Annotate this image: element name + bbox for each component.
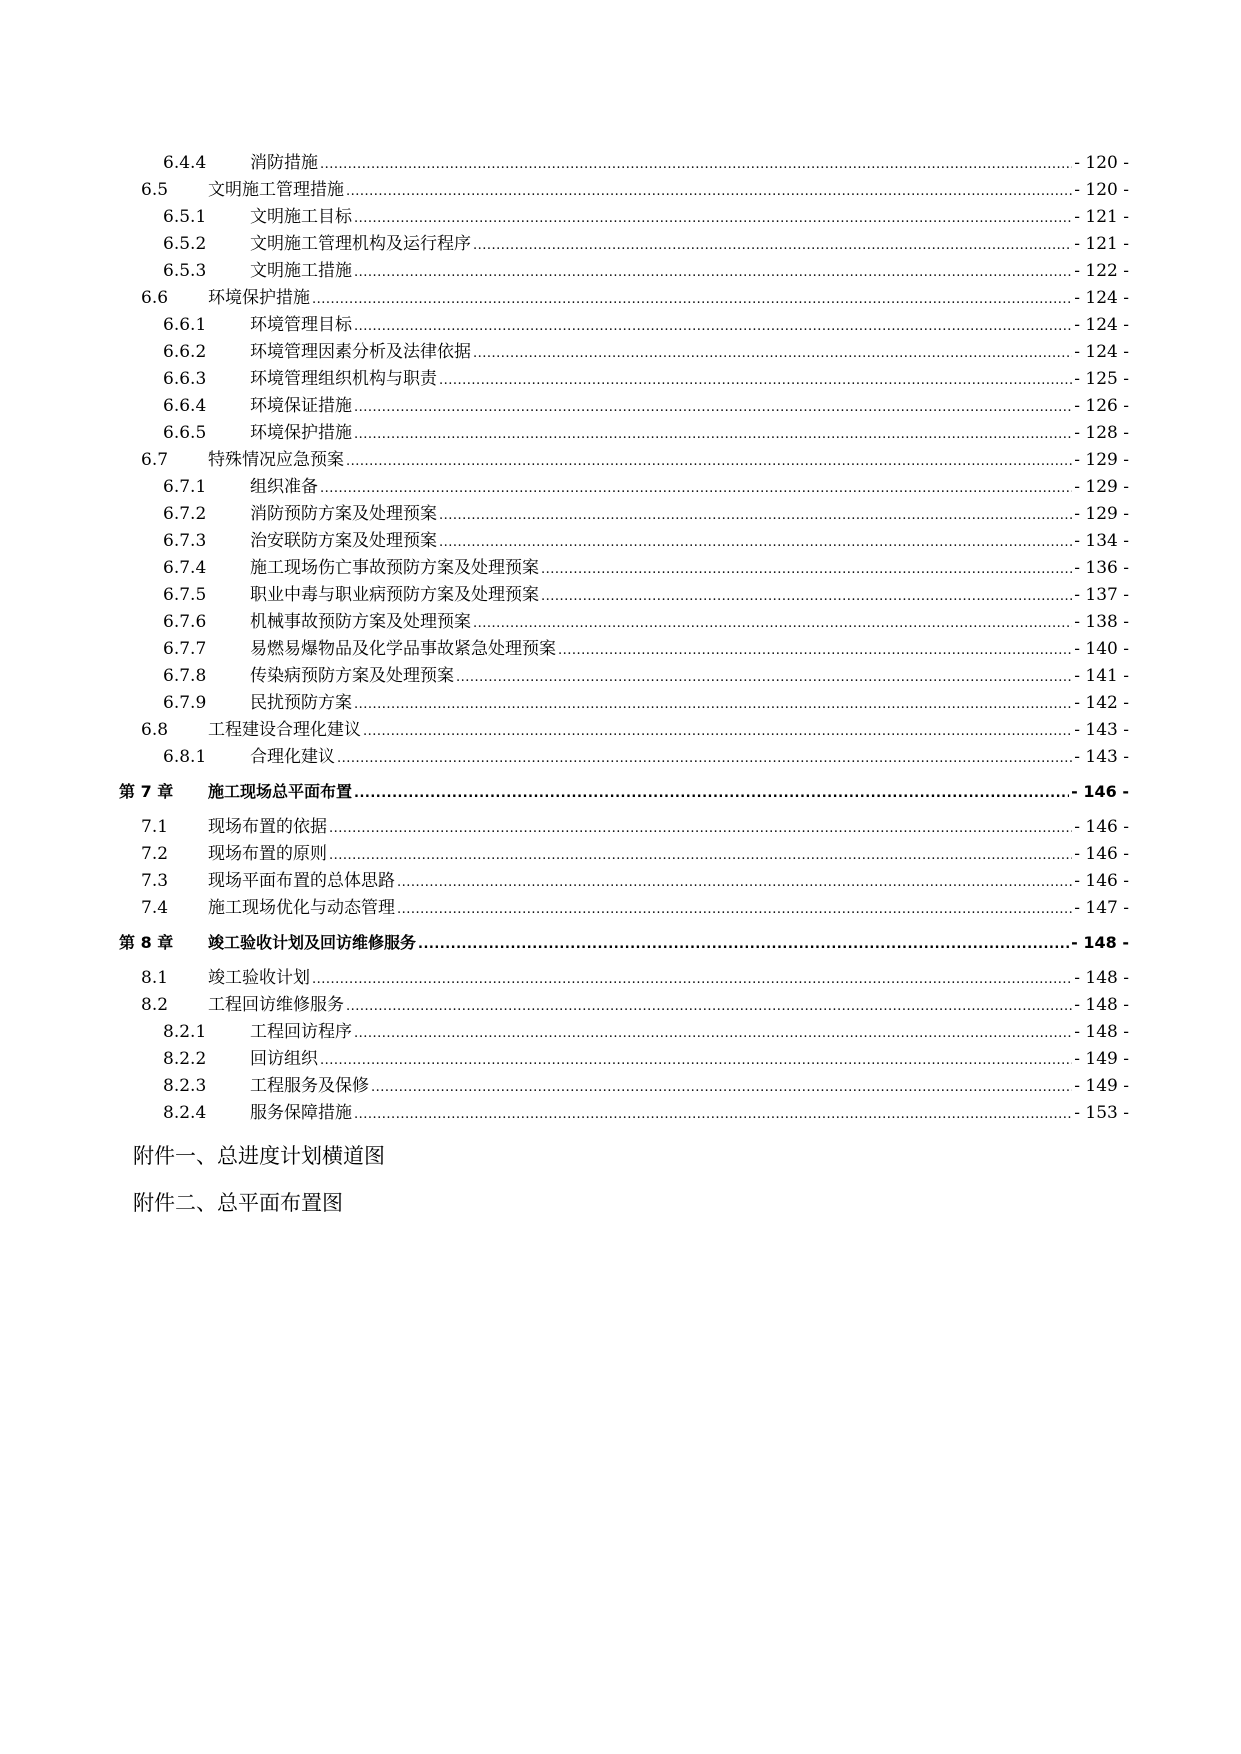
toc-entry-page-number: - 146 - (1069, 778, 1129, 805)
toc-entry[interactable] (0, 420, 1241, 447)
toc-entry-number: 6.4.4 (163, 153, 207, 173)
toc-entry-number: 第 7 章 (119, 782, 174, 801)
toc-leader-dots (473, 610, 1121, 637)
toc-entry[interactable] (0, 1100, 1241, 1127)
toc-leader-dots (346, 448, 1121, 475)
toc-entry-title: 竣工验收计划 (208, 968, 310, 988)
toc-entry-page-number: - 141 - (1072, 663, 1129, 690)
toc-entry[interactable] (0, 339, 1241, 366)
toc-leader-dots (371, 1074, 1121, 1101)
toc-entry-page-number: - 121 - (1072, 231, 1129, 258)
toc-entry-number: 6.6.2 (163, 342, 207, 362)
toc-leader-dots (363, 718, 1121, 745)
toc-entry-title: 回访组织 (250, 1049, 318, 1069)
toc-entry-title-line (208, 717, 1121, 745)
toc-entry-page-number: - 149 - (1072, 1046, 1129, 1073)
toc-entry-title-line (250, 528, 1121, 556)
toc-entry-number: 6.6.3 (163, 369, 207, 389)
toc-entry-number: 第 8 章 (119, 933, 174, 952)
toc-entry-title: 环境保护措施 (250, 423, 352, 443)
toc-leader-dots (456, 664, 1121, 691)
toc-entry-number: 6.6.5 (163, 423, 207, 443)
toc-entry-page-number: - 125 - (1072, 366, 1129, 393)
toc-entry-page-number: - 120 - (1072, 177, 1129, 204)
toc-entry-title-line (208, 841, 1121, 869)
toc-leader-dots (320, 1047, 1121, 1074)
toc-leader-dots (558, 637, 1121, 664)
toc-entry-title-line (250, 231, 1121, 259)
toc-entry-number: 6.7 (141, 450, 169, 470)
toc-leader-dots (329, 815, 1121, 842)
toc-entry-title-line (250, 366, 1121, 394)
toc-entry-title-line (250, 1046, 1121, 1074)
toc-entry[interactable] (0, 690, 1241, 717)
toc-entry-number: 6.6.1 (163, 315, 207, 335)
toc-entry-title: 消防预防方案及处理预案 (250, 504, 437, 524)
toc-entry-page-number: - 143 - (1072, 717, 1129, 744)
toc-entry-page-number: - 134 - (1072, 528, 1129, 555)
toc-entry-number: 6.5.1 (163, 207, 207, 227)
toc-entry-title: 文明施工目标 (250, 207, 352, 227)
toc-entry-page-number: - 147 - (1072, 895, 1129, 922)
toc-entry-title: 消防措施 (250, 153, 318, 173)
toc-entry-number: 6.8 (141, 720, 169, 740)
toc-entry-title-line (208, 895, 1121, 923)
toc-entry-title-line (250, 501, 1121, 529)
toc-entry-page-number: - 148 - (1072, 1019, 1129, 1046)
toc-entry-title-line (208, 285, 1121, 313)
toc-entry-number: 6.6 (141, 288, 169, 308)
toc-entry[interactable] (0, 609, 1241, 636)
toc-chapter-entry[interactable] (0, 929, 1241, 956)
toc-entry-title: 工程回访程序 (250, 1022, 352, 1042)
toc-entry-page-number: - 136 - (1072, 555, 1129, 582)
toc-entry[interactable] (0, 150, 1241, 177)
toc-entry-title: 组织准备 (250, 477, 318, 497)
toc-entry-title-line (250, 1073, 1121, 1101)
toc-leader-dots (354, 421, 1121, 448)
toc-entry[interactable] (0, 663, 1241, 690)
toc-entry-page-number: - 153 - (1072, 1100, 1129, 1127)
toc-entry-title-line (208, 992, 1121, 1020)
toc-entry-page-number: - 148 - (1069, 929, 1129, 956)
toc-entry-number: 8.2.1 (163, 1022, 207, 1042)
toc-entry[interactable] (0, 965, 1241, 992)
toc-entry-page-number: - 143 - (1072, 744, 1129, 771)
toc-leader-dots (397, 896, 1121, 923)
toc-entry[interactable] (0, 1073, 1241, 1100)
toc-entry[interactable] (0, 393, 1241, 420)
toc-entry-title: 现场布置的原则 (208, 844, 327, 864)
toc-leader-dots (354, 1020, 1121, 1047)
toc-entry[interactable] (0, 258, 1241, 285)
toc-entry-title: 易燃易爆物品及化学品事故紧急处理预案 (250, 639, 556, 659)
toc-entry-number: 8.2.2 (163, 1049, 207, 1069)
toc-entry[interactable] (0, 501, 1241, 528)
toc-entry-title: 环境管理因素分析及法律依据 (250, 342, 471, 362)
toc-entry-number: 8.2.4 (163, 1103, 207, 1123)
toc-entry-number: 6.7.1 (163, 477, 207, 497)
toc-entry-title: 传染病预防方案及处理预案 (250, 666, 454, 686)
toc-entry[interactable] (0, 717, 1241, 744)
toc-entry-title: 民扰预防方案 (250, 693, 352, 713)
toc-entry-title-line (208, 929, 1121, 958)
toc-entry-title: 现场平面布置的总体思路 (208, 871, 395, 891)
toc-entry-title-line (250, 204, 1121, 232)
toc-leader-dots (320, 151, 1121, 178)
toc-entry-title-line (208, 778, 1121, 807)
toc-entry-title: 工程回访维修服务 (208, 995, 344, 1015)
toc-entry-number: 6.7.4 (163, 558, 207, 578)
toc-leader-dots (337, 745, 1121, 772)
toc-entry-title: 文明施工措施 (250, 261, 352, 281)
toc-leader-dots (439, 529, 1121, 556)
toc-entry-title-line (250, 393, 1121, 421)
toc-entry-number: 7.2 (141, 844, 169, 864)
toc-entry-title-line (250, 663, 1121, 691)
toc-entry-title-line (250, 636, 1121, 664)
toc-leader-dots (397, 869, 1121, 896)
toc-entry-title: 职业中毒与职业病预防方案及处理预案 (250, 585, 539, 605)
toc-entry-title: 文明施工管理机构及运行程序 (250, 234, 471, 254)
toc-entry-number: 6.7.2 (163, 504, 207, 524)
toc-leader-dots (418, 931, 1121, 958)
toc-entry-page-number: - 146 - (1072, 841, 1129, 868)
toc-entry-title-line (250, 1100, 1121, 1128)
toc-entry-number: 6.8.1 (163, 747, 207, 767)
toc-entry-title: 工程服务及保修 (250, 1076, 369, 1096)
toc-entry-page-number: - 149 - (1072, 1073, 1129, 1100)
toc-leader-dots (473, 232, 1121, 259)
toc-entry-title-line (250, 258, 1121, 286)
toc-entry-title: 机械事故预防方案及处理预案 (250, 612, 471, 632)
toc-entry-page-number: - 124 - (1072, 312, 1129, 339)
toc-entry-title-line (250, 582, 1121, 610)
toc-entry[interactable] (0, 555, 1241, 582)
toc-entry[interactable] (0, 231, 1241, 258)
toc-entry-page-number: - 137 - (1072, 582, 1129, 609)
toc-entry[interactable] (0, 312, 1241, 339)
toc-entry[interactable] (0, 744, 1241, 771)
toc-entry-number: 8.1 (141, 968, 169, 988)
toc-leader-dots (354, 394, 1121, 421)
toc-entry[interactable] (0, 582, 1241, 609)
toc-entry-number: 6.7.9 (163, 693, 207, 713)
toc-entry[interactable] (0, 177, 1241, 204)
toc-entry-title: 特殊情况应急预案 (208, 450, 344, 470)
toc-entry-title-line (250, 312, 1121, 340)
toc-entry[interactable] (0, 992, 1241, 1019)
toc-entry-page-number: - 146 - (1072, 868, 1129, 895)
toc-entry-title: 施工现场优化与动态管理 (208, 898, 395, 918)
toc-leader-dots (541, 556, 1121, 583)
toc-entry-number: 7.4 (141, 898, 169, 918)
toc-entry-number: 6.7.3 (163, 531, 207, 551)
toc-entry-number: 6.7.8 (163, 666, 207, 686)
toc-entry-title-line (208, 868, 1121, 896)
toc-entry-page-number: - 148 - (1072, 965, 1129, 992)
toc-entry-number: 6.5.2 (163, 234, 207, 254)
toc-entry-title: 竣工验收计划及回访维修服务 (208, 933, 417, 952)
toc-entry-page-number: - 129 - (1072, 501, 1129, 528)
toc-entry-number: 8.2.3 (163, 1076, 207, 1096)
toc-entry-number: 6.5 (141, 180, 169, 200)
toc-entry-title-line (250, 474, 1121, 502)
toc-entry-number: 7.3 (141, 871, 169, 891)
toc-entry[interactable] (0, 1019, 1241, 1046)
toc-leader-dots (439, 367, 1121, 394)
toc-entry[interactable] (0, 366, 1241, 393)
toc-leader-dots (312, 286, 1121, 313)
toc-entry-number: 7.1 (141, 817, 169, 837)
toc-leader-dots (329, 842, 1121, 869)
toc-entry[interactable] (0, 474, 1241, 501)
toc-leader-dots (473, 340, 1121, 367)
toc-leader-dots (354, 691, 1121, 718)
toc-entry[interactable] (0, 895, 1241, 922)
table-of-contents (0, 150, 1241, 1127)
toc-entry-page-number: - 126 - (1072, 393, 1129, 420)
toc-entry[interactable] (0, 636, 1241, 663)
toc-entry-title: 现场布置的依据 (208, 817, 327, 837)
toc-entry-page-number: - 128 - (1072, 420, 1129, 447)
toc-entry-title: 合理化建议 (250, 747, 335, 767)
toc-entry-title: 文明施工管理措施 (208, 180, 344, 200)
toc-entry-page-number: - 129 - (1072, 447, 1129, 474)
toc-entry-page-number: - 120 - (1072, 150, 1129, 177)
toc-entry-page-number: - 124 - (1072, 285, 1129, 312)
toc-entry-title: 治安联防方案及处理预案 (250, 531, 437, 551)
toc-leader-dots (439, 502, 1121, 529)
toc-entry-title-line (250, 609, 1121, 637)
toc-entry-title-line (250, 744, 1121, 772)
toc-entry[interactable] (0, 841, 1241, 868)
toc-chapter-entry[interactable] (0, 778, 1241, 805)
toc-entry-page-number: - 138 - (1072, 609, 1129, 636)
toc-leader-dots (354, 780, 1121, 807)
toc-entry-number: 6.7.6 (163, 612, 207, 632)
toc-entry-title: 服务保障措施 (250, 1103, 352, 1123)
toc-entry-title: 环境管理组织机构与职责 (250, 369, 437, 389)
toc-leader-dots (346, 993, 1121, 1020)
toc-entry-title: 环境管理目标 (250, 315, 352, 335)
toc-entry-number: 6.5.3 (163, 261, 207, 281)
toc-leader-dots (354, 313, 1121, 340)
toc-entry[interactable] (0, 285, 1241, 312)
toc-entry-title-line (250, 1019, 1121, 1047)
toc-leader-dots (541, 583, 1121, 610)
toc-entry-number: 6.7.5 (163, 585, 207, 605)
toc-entry[interactable] (0, 1046, 1241, 1073)
toc-entry-page-number: - 140 - (1072, 636, 1129, 663)
toc-entry-title-line (208, 447, 1121, 475)
toc-entry-page-number: - 142 - (1072, 690, 1129, 717)
toc-leader-dots (312, 966, 1121, 993)
toc-entry-number: 6.7.7 (163, 639, 207, 659)
toc-leader-dots (354, 259, 1121, 286)
toc-leader-dots (354, 1101, 1121, 1128)
toc-entry-title-line (208, 814, 1121, 842)
toc-entry-title: 环境保护措施 (208, 288, 310, 308)
toc-entry-page-number: - 146 - (1072, 814, 1129, 841)
toc-entry-page-number: - 124 - (1072, 339, 1129, 366)
toc-entry-title-line (250, 339, 1121, 367)
toc-leader-dots (354, 205, 1121, 232)
toc-entry-number: 8.2 (141, 995, 169, 1015)
toc-entry-title: 施工现场总平面布置 (208, 782, 353, 801)
toc-entry-title: 环境保证措施 (250, 396, 352, 416)
toc-entry[interactable] (0, 528, 1241, 555)
toc-entry-title-line (250, 420, 1121, 448)
toc-entry-page-number: - 148 - (1072, 992, 1129, 1019)
toc-entry-title-line (250, 690, 1121, 718)
toc-entry-title-line (208, 177, 1121, 205)
toc-leader-dots (320, 475, 1121, 502)
toc-entry[interactable] (0, 814, 1241, 841)
toc-entry-title-line (208, 965, 1121, 993)
toc-entry-page-number: - 121 - (1072, 204, 1129, 231)
toc-entry-page-number: - 129 - (1072, 474, 1129, 501)
toc-entry[interactable] (0, 868, 1241, 895)
toc-entry[interactable] (0, 447, 1241, 474)
appendix-1: 附件一、总进度计划横道图 (133, 1144, 385, 1168)
toc-entry-title-line (250, 150, 1121, 178)
toc-entry-title: 施工现场伤亡事故预防方案及处理预案 (250, 558, 539, 578)
toc-leader-dots (346, 178, 1121, 205)
toc-entry-page-number: - 122 - (1072, 258, 1129, 285)
toc-entry-number: 6.6.4 (163, 396, 207, 416)
appendix-2: 附件二、总平面布置图 (133, 1191, 343, 1215)
toc-entry[interactable] (0, 204, 1241, 231)
toc-entry-title: 工程建设合理化建议 (208, 720, 361, 740)
toc-entry-title-line (250, 555, 1121, 583)
